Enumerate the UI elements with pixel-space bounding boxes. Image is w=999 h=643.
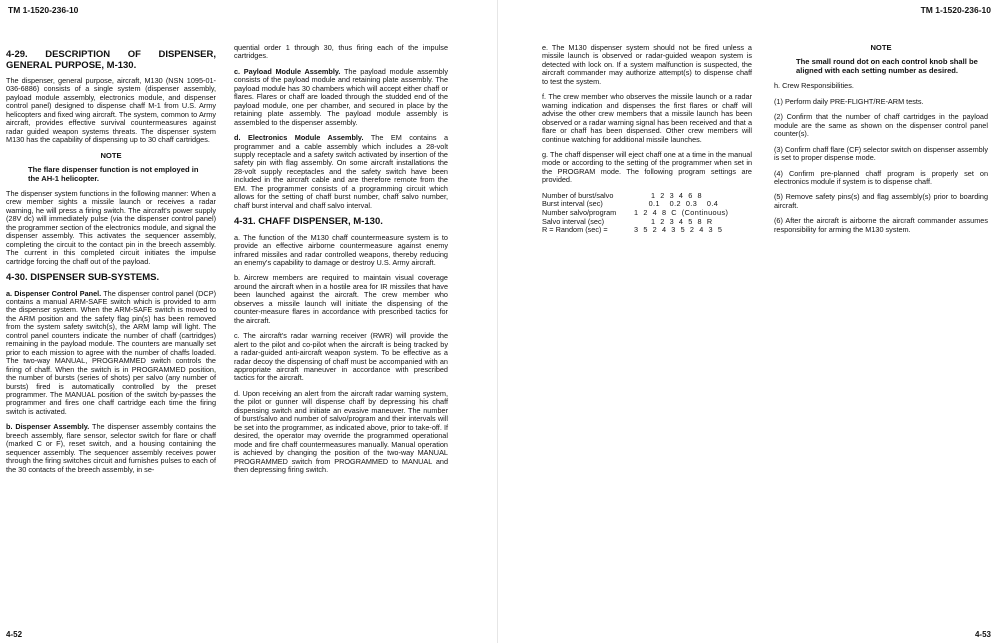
paragraph <box>234 68 448 127</box>
subsection-text: The payload module assembly consists of the payload module and retaining plate assembly. The payload module has 30 chambers which will accept either chaff or flares. Flares or chaff are loaded through the studded end of the payload module, one per chamber, and secured in place by the retaining plate assembly. The payload module assembly is assembled to the dispenser assembly. <box>234 66 448 127</box>
paragraph: b. Aircrew members are required to maintain visual coverage around the aircraft when in a hostile area for IR missiles that have been launched against the aircraft. The crew member who observes a missile launch will initiate the dispensing of the counter-measure flares in accordance with prescribed tactics for the aircraft. <box>234 273 448 325</box>
right-column-2 <box>774 44 988 241</box>
subsection-lead: a. Dispenser Control Panel. <box>6 288 102 298</box>
paragraph: (1) Perform daily PRE-FLIGHT/RE-ARM tests. <box>774 96 924 106</box>
table-value: 3 5 2 4 3 5 2 4 3 5 <box>634 225 723 235</box>
paragraph: e. The M130 dispenser system should not be fired unless a missile launch is observed or radar-guided weapon system is detected with lock on. If a system malfunction is suspected, the aircraft commander may authorize attempt(s) to dispense chaff to test the system. <box>542 43 752 86</box>
paragraph: a. The function of the M130 chaff countermeasure system is to provide an effective airborne countermeasure against enemy infrared missiles and radar controlled weapons, thereby reducing an enemy's capability to damage or destroy U.S. Army aircraft. <box>234 232 448 268</box>
subsection-text: The dispenser control panel (DCP) contains a manual ARM-SAFE switch which is provided to arm the dispenser system. When the ARM-SAFE switch is moved to the ARM position and the safety flag pin(s) has been removed from the system safety switch(s), the ARM lamp will light. The control panel counters indicate the number of chaff (cartridges) remaining in the payload module. The counters are manually set prior to each mission to agree with the number of chaffs loaded. The two-way MANUAL, PROGRAMMED switch controls the firing of chaff. When the switch is in PROGRAMMED position, the number of bursts (series of shots) per salvo (any number of bursts) fired is automatically controlled by the preset programmer. The MANUAL position of the switch by-passes the programmer and fires one chaff cartridge each time the firing switch is activated. <box>6 288 216 416</box>
note-heading: NOTE <box>870 43 892 52</box>
table-value: 0.1 0.2 0.3 0.4 <box>634 199 719 209</box>
page-number: 4-52 <box>6 630 23 639</box>
note-heading: NOTE <box>100 150 122 160</box>
paragraph: h. Crew Responsibilities. <box>774 81 854 91</box>
table-label: Salvo interval (sec) <box>542 216 605 226</box>
left-page <box>0 0 498 643</box>
paragraph: The dispenser system functions in the following manner: When a crew member sights a missile launch or receives a radar warning, he will press a firing switch. The aircraft's power supply (28V dc) will immediately pulse (via the dispenser control panel) the programmer section of the electronics module, and signal the dispenser assembly. This activates the sequencer assembly, completing the circuit to the contact pin in the breech assembly. The current in this completed circuit initiates the impulse cartridge forcing the chaff out of the payload. <box>6 188 216 266</box>
paragraph: c. The aircraft's radar warning receiver (RWR) will provide the alert to the pilot and co-pilot when the aircraft is being tracked by a radar-guided anti-aircraft weapon system. To be effective as a radar decoy the dispensing of chaff must be accompanied with an appropriate aircraft maneuver in accordance with prescribed tactics for the aircraft. <box>234 331 448 383</box>
subsection-lead: b. Dispenser Assembly. <box>6 422 90 432</box>
paragraph: (3) Confirm chaff flare (CF) selector switch on dispenser assembly is set to proper dispense mode. <box>774 144 988 163</box>
program-settings-table <box>542 192 752 235</box>
table-value: 1 2 3 4 6 8 <box>634 190 703 200</box>
table-value: 1 2 3 4 5 8 R <box>634 216 713 226</box>
paragraph: quential order 1 through 30, thus firing each of the impulse cartridges. <box>234 43 448 61</box>
paragraph <box>6 423 216 474</box>
left-column-1 <box>6 44 216 481</box>
subsection-lead: d. Electronics Module Assembly. <box>234 133 364 143</box>
section-heading-4-31: 4-31. CHAFF DISPENSER, M-130. <box>234 216 383 228</box>
note-body: The small round dot on each control knob shall be aligned with each setting number as desired. <box>796 57 978 75</box>
subsection-text: The dispenser assembly contains the breech assembly, flare sensor, selector switch for flare or chaff (marked C or F), reset switch, and a housing containing the sequencer assembly. The sequencer assembly receives power through the firing switches circuit and furnishes pulses to each of the 30 contacts of the breech assembly, in se- <box>6 422 216 474</box>
paragraph: The dispenser, general purpose, aircraft, M130 (NSN 1095-01-036-6886) consists of a single system (dispenser assembly, payload module assembly, electronics module, and dispenser control panel) designed to dispense chaff M-1 from U.S. Army helicopters and fixed wing aircraft. The system, common to Army aircraft, provides effective survival countermeasures against radar guided weapon systems threats. The dispenser system M130 has the capability of dispensing up to 30 chaff cartridges. <box>6 76 216 145</box>
paragraph: d. Upon receiving an alert from the aircraft radar warning system, the pilot or gunner will dispense chaff by depressing his chaff dispensing switch and initiate an evasive maneuver. The number of burst/salvo and number of salvo/program and their intervals will be set into the programmer, as indicated above, prior to take-off. If desired, the operator may override the programmed operational mode and fire chaff countermeasures manually. Manual operation is achieved by changing the position of the two-way MANUAL PROGRAMMED switch from PROGRAMMED to MANUAL and then depressing firing switch. <box>234 388 448 474</box>
subsection-lead: c. Payload Module Assembly. <box>234 66 341 76</box>
paragraph: (2) Confirm that the number of chaff cartridges in the payload module are the same as shown on the dispenser control panel counter(s). <box>774 112 988 139</box>
paragraph: f. The crew member who observes the missile launch or a radar warning indication and dispenses the first flares or chaff will advise the other crew members that a missile launch has been observed or a radar warning signal has been received and that a flare or chaff has been dispensed. Other crew members will continue watching for additional missile launches. <box>542 92 752 144</box>
section-heading-4-30: 4-30. DISPENSER SUB-SYSTEMS. <box>6 272 160 284</box>
subsection-text: The EM contains a programmer and a cable assembly which includes a 28-volt supply receptacle and a safety switch activated by insertion of the safety pin with flag assembly. On some aircraft installations the 28-volt supply receptacles and the safety switch have been included in the aircraft cable and are therefore remote from the EM. The programmer consists of a programming circuit which allows for the setting of chaff burst number, chaff salvo number, chaff burst interval and chaff salvo interval. <box>234 133 449 210</box>
table-value: 1 2 4 8 C (Continuous) <box>634 207 729 217</box>
table-label: R = Random (sec) = <box>542 225 608 235</box>
paragraph: (5) Remove safety pins(s) and flag assembly(s) prior to boarding aircraft. <box>774 192 988 210</box>
table-label: Number salvo/program <box>542 207 617 217</box>
right-column-1 <box>542 44 752 235</box>
table-row <box>542 226 752 235</box>
paragraph: (4) Confirm pre-planned chaff program is properly set on electronics module if system is to dispense chaff. <box>774 168 988 186</box>
right-page <box>500 0 999 643</box>
paragraph: g. The chaff dispenser will eject chaff one at a time in the manual mode or according to the setting of the programmer when set in the PROGRAM mode. The following program settings are provided. <box>542 149 752 185</box>
page-header: TM 1-1520-236-10 <box>920 5 991 15</box>
page-header: TM 1-1520-236-10 <box>8 5 79 15</box>
table-label: Burst interval (sec) <box>542 199 603 209</box>
paragraph <box>6 290 216 417</box>
note-body: The flare dispenser function is not employed in the AH-1 helicopter. <box>28 165 199 183</box>
page-number: 4-53 <box>974 630 991 639</box>
section-heading-4-29: 4-29. DESCRIPTION OF DISPENSER, GENERAL PURPOSE, M-130. <box>6 49 216 71</box>
table-label: Number of burst/salvo <box>542 190 614 200</box>
paragraph <box>234 134 448 210</box>
left-column-2 <box>234 44 448 481</box>
paragraph: (6) After the aircraft is airborne the aircraft commander assumes responsibility for arming the M130 system. <box>774 216 988 234</box>
